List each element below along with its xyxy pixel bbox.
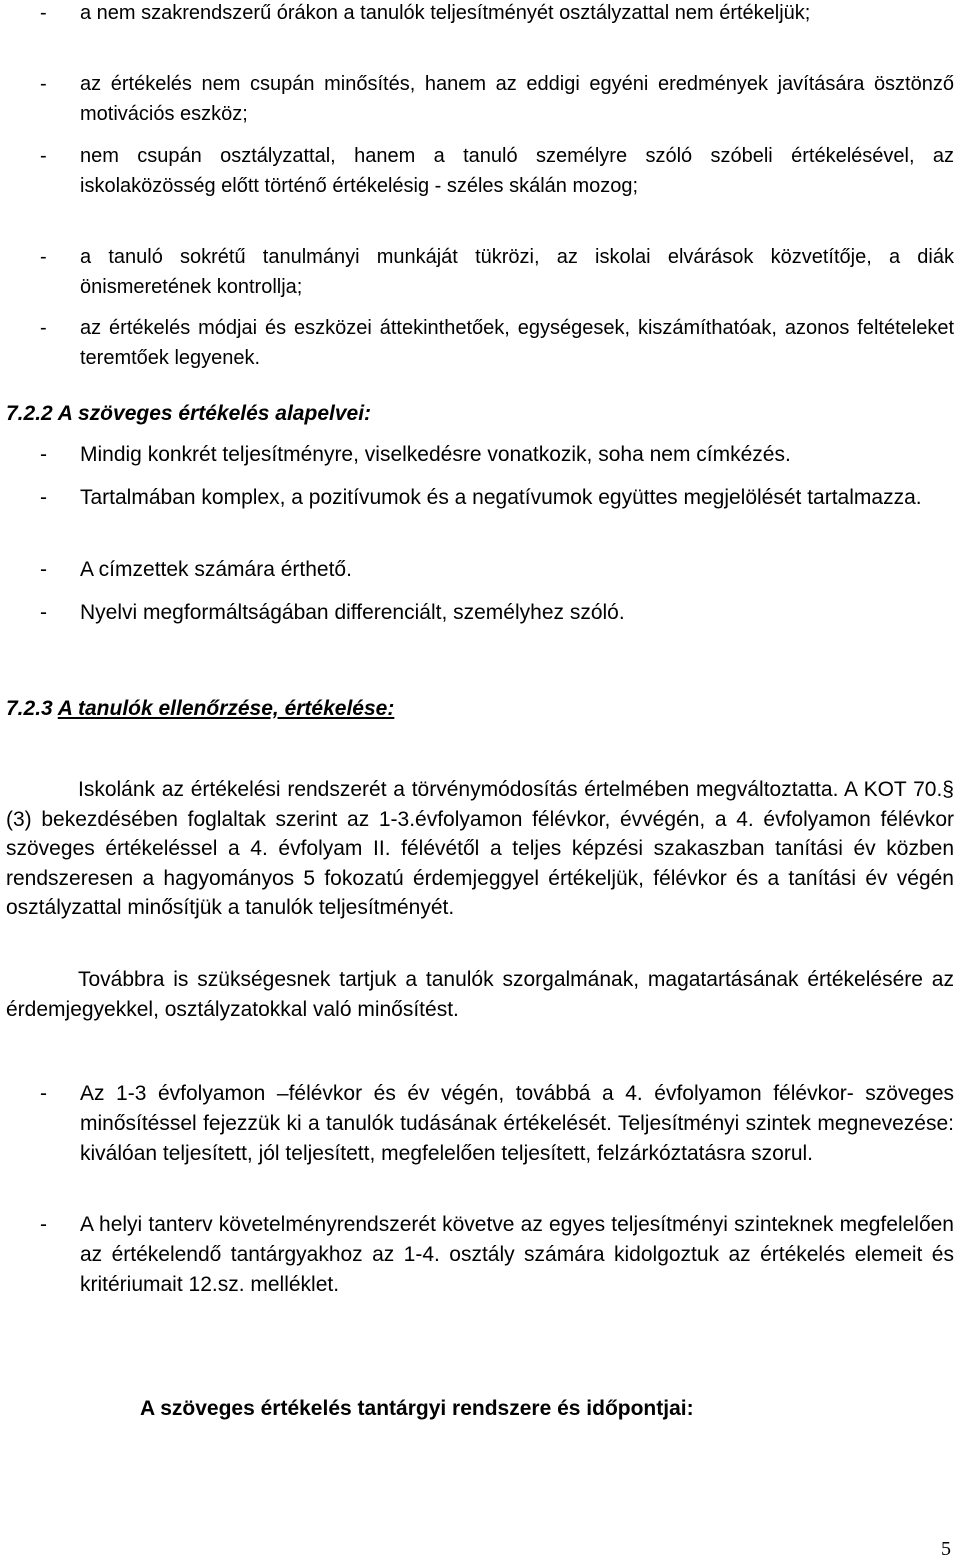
list-item-text: Tartalmában komplex, a pozitívumok és a negatívumok együttes megjelölését tartalmazza.: [80, 486, 922, 509]
list-dash: -: [40, 486, 47, 509]
list-item-text: Mindig konkrét teljesítményre, viselkedésre vonatkozik, soha nem címkézés.: [80, 443, 791, 466]
list-item-text: Nyelvi megformáltságában differenciált, személyhez szóló.: [80, 601, 625, 624]
list-item-text: nem csupán osztályzattal, hanem a tanuló személyre szóló szóbeli értékelésével, az iskolaközösség előtt történő értékelésig - széles skálán mozog;: [80, 145, 954, 197]
list-item-text: a tanuló sokrétű tanulmányi munkáját tükrözi, az iskolai elvárások közvetítője, a diák önismeretének kontrollja;: [80, 246, 954, 298]
paragraph-text: Iskolánk az értékelési rendszerét a törvénymódosítás értelmében megváltoztatta. A KOT 70.§ (3) bekezdésében foglaltak szerint az 1-3.évfolyamon félévkor, évvégén, a 4. évfolyamon félévkor szöveges értékeléssel a 4. évfolyam II. félévétől a teljes képzési szakaszban tanítási év közben rendszeresen a hagyományos 5 fokozatú érdemjeggyel értékeljük, félévkor és a tanítási év végén osztályzattal minősítjük a tanulók teljesítményét.: [6, 778, 954, 919]
list-dash: -: [40, 1213, 47, 1236]
section-number: 7.2.2: [6, 402, 53, 425]
list-item-text: az értékelés nem csupán minősítés, hanem az eddigi egyéni eredmények javítására ösztönző motivációs eszköz;: [80, 73, 954, 125]
list-dash: -: [40, 601, 47, 624]
list-dash: -: [40, 558, 47, 581]
section-heading: [6, 697, 394, 721]
section-heading: [6, 402, 371, 426]
list-item-text: A címzettek számára érthető.: [80, 558, 352, 581]
list-dash: -: [40, 317, 47, 339]
list-item-text: a nem szakrendszerű órákon a tanulók teljesítményét osztályzattal nem értékeljük;: [80, 2, 811, 24]
paragraph-text: Továbbra is szükségesnek tartjuk a tanulók szorgalmának, magatartásának értékelésére az érdemjegyekkel, osztályzatokkal való minősítést.: [6, 968, 954, 1021]
list-dash: -: [40, 246, 47, 268]
list-dash: -: [40, 2, 47, 24]
list-item-text: Az 1-3 évfolyamon –félévkor és év végén, továbbá a 4. évfolyamon félévkor- szöveges minősítéssel fejezzük ki a tanulók tudásának értékelését. Teljesítményi szintek megnevezése: kiválóan teljesített, jól teljesített, megfelelően teljesített, felzárkóztatásra szorul.: [80, 1082, 954, 1165]
body-paragraph: [6, 965, 954, 1024]
list-dash: -: [40, 443, 47, 466]
section-number: 7.2.3: [6, 697, 53, 720]
list-item-text: az értékelés módjai és eszközei áttekinthetőek, egységesek, kiszámíthatóak, azonos feltételeket teremtőek legyenek.: [80, 317, 954, 369]
list-dash: -: [40, 145, 47, 167]
list-dash: -: [40, 73, 47, 95]
list-dash: -: [40, 1082, 47, 1105]
list-item-text: A helyi tanterv követelményrendszerét követve az egyes teljesítményi szinteknek megfelelően az értékelendő tantárgyakhoz az 1-4. osztály számára kidolgoztuk az értékelés elemeit és kritériumait 12.sz. melléklet.: [80, 1213, 954, 1296]
body-paragraph: [6, 775, 954, 923]
page-number: 5: [941, 1538, 951, 1560]
section-title: A tanulók ellenőrzése, értékelése:: [57, 697, 395, 720]
section-title: A szöveges értékelés alapelvei:: [57, 402, 372, 425]
subsection-title: A szöveges értékelés tantárgyi rendszere és időpontjai:: [140, 1397, 694, 1420]
